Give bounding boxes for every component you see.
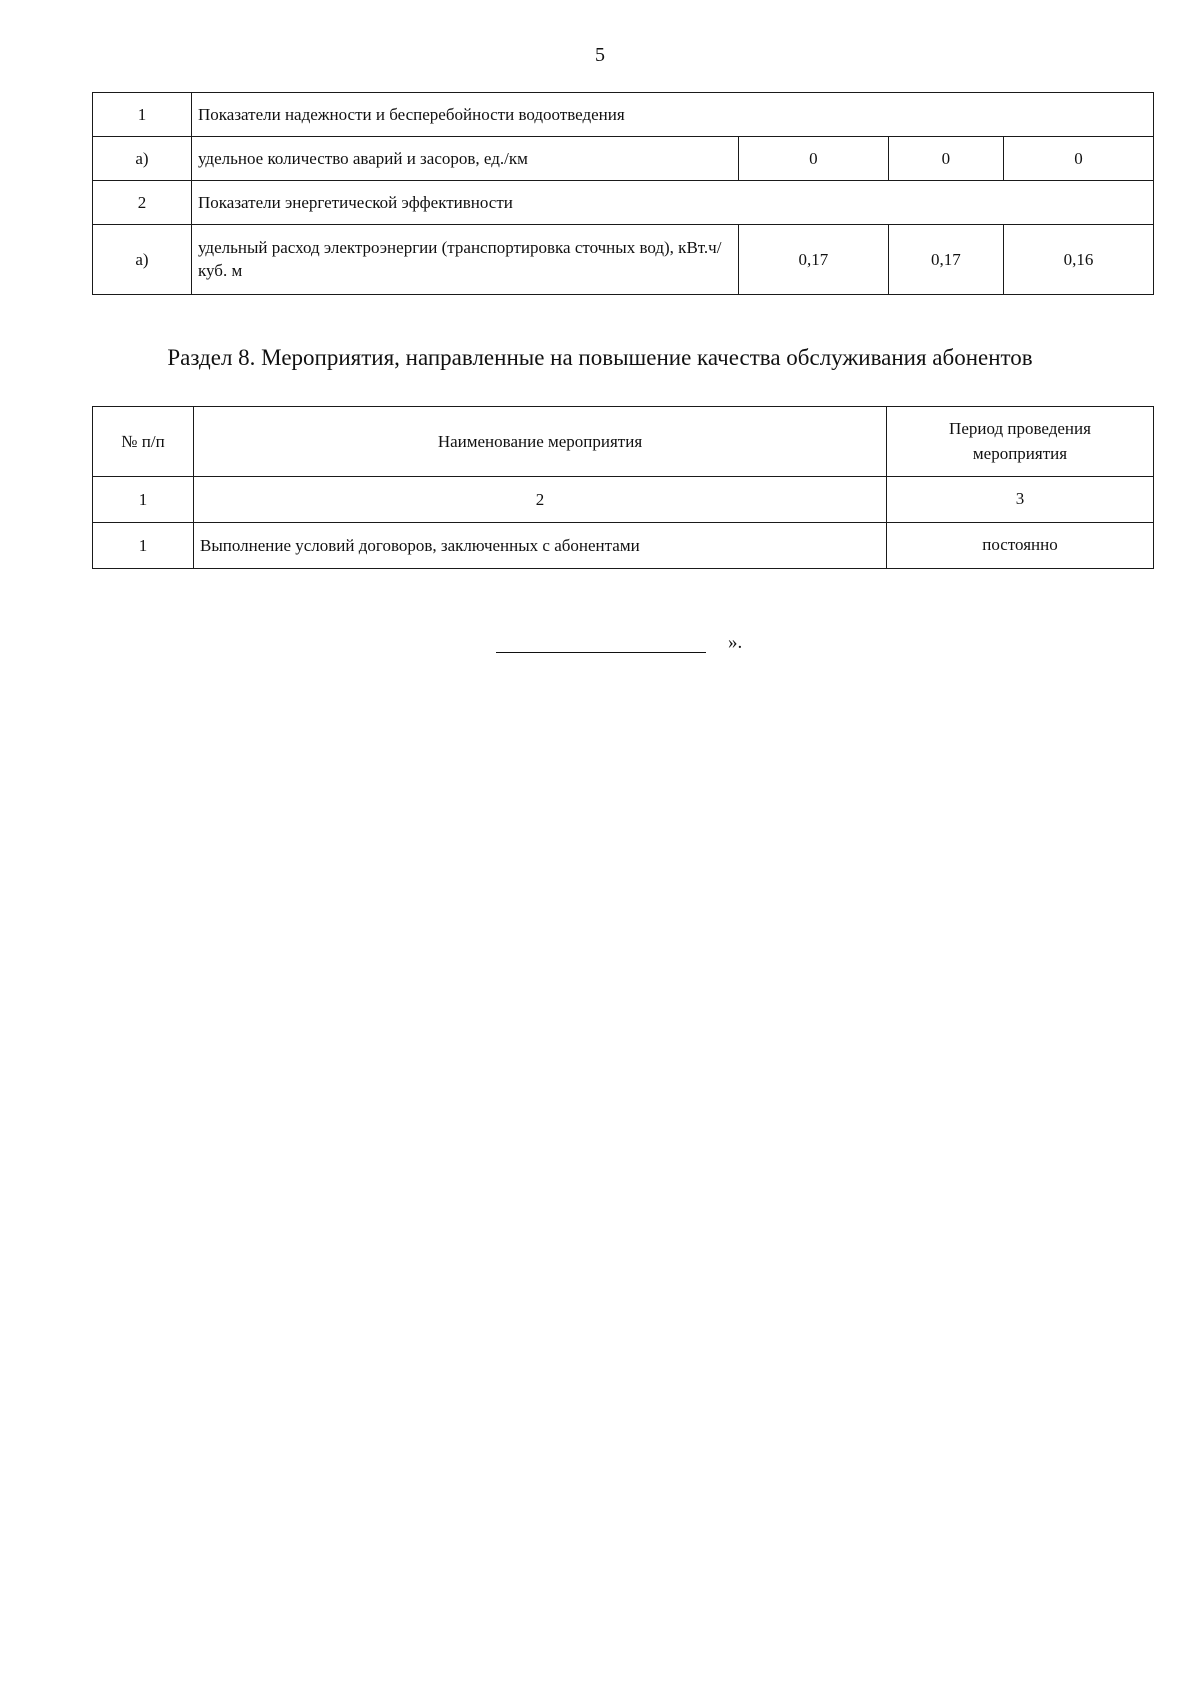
indicators-table — [92, 92, 1154, 295]
measure-period: постоянно — [887, 523, 1154, 569]
indicator-value: 0,16 — [1003, 225, 1153, 295]
indicator-name: удельное количество аварий и засоров, ед./км — [192, 137, 739, 181]
measures-table — [92, 406, 1154, 569]
closing-quote: ». — [728, 632, 743, 653]
table-row — [93, 137, 1154, 181]
indicator-value: 0,17 — [888, 225, 1003, 295]
row-number: 1 — [93, 523, 194, 569]
indicator-value: 0,17 — [738, 225, 888, 295]
column-index: 1 — [93, 477, 194, 523]
indicator-value: 0 — [738, 137, 888, 181]
table-row — [93, 225, 1154, 295]
period-header-line: Период проведения — [949, 418, 1091, 438]
section-title: Раздел 8. Мероприятия, направленные на повышение качества обслуживания абонентов — [167, 345, 1033, 370]
indicator-name: удельный расход электроэнергии (транспортировка сточных вод), кВт.ч/куб. м — [192, 225, 739, 295]
row-number: 1 — [93, 93, 192, 137]
row-number: а) — [93, 225, 192, 295]
table-row — [93, 523, 1154, 569]
column-header-period — [887, 407, 1154, 477]
group-heading: Показатели энергетической эффективности — [192, 181, 1154, 225]
column-header-name: Наименование мероприятия — [194, 407, 887, 477]
table-header-row — [93, 407, 1154, 477]
indicator-value: 0 — [1003, 137, 1153, 181]
period-header-line: мероприятия — [972, 443, 1068, 463]
indicator-value: 0 — [888, 137, 1003, 181]
closing-mark — [496, 632, 756, 656]
row-number: 2 — [93, 181, 192, 225]
column-header-number: № п/п — [93, 407, 194, 477]
column-index-row — [93, 477, 1154, 523]
table-row — [93, 93, 1154, 137]
closing-underline — [496, 652, 706, 653]
page-number: 5 — [595, 44, 605, 66]
column-index: 3 — [887, 477, 1154, 523]
group-heading: Показатели надежности и бесперебойности водоотведения — [192, 93, 1154, 137]
table-row — [93, 181, 1154, 225]
column-index: 2 — [194, 477, 887, 523]
row-number: а) — [93, 137, 192, 181]
measure-name: Выполнение условий договоров, заключенных с абонентами — [194, 523, 887, 569]
